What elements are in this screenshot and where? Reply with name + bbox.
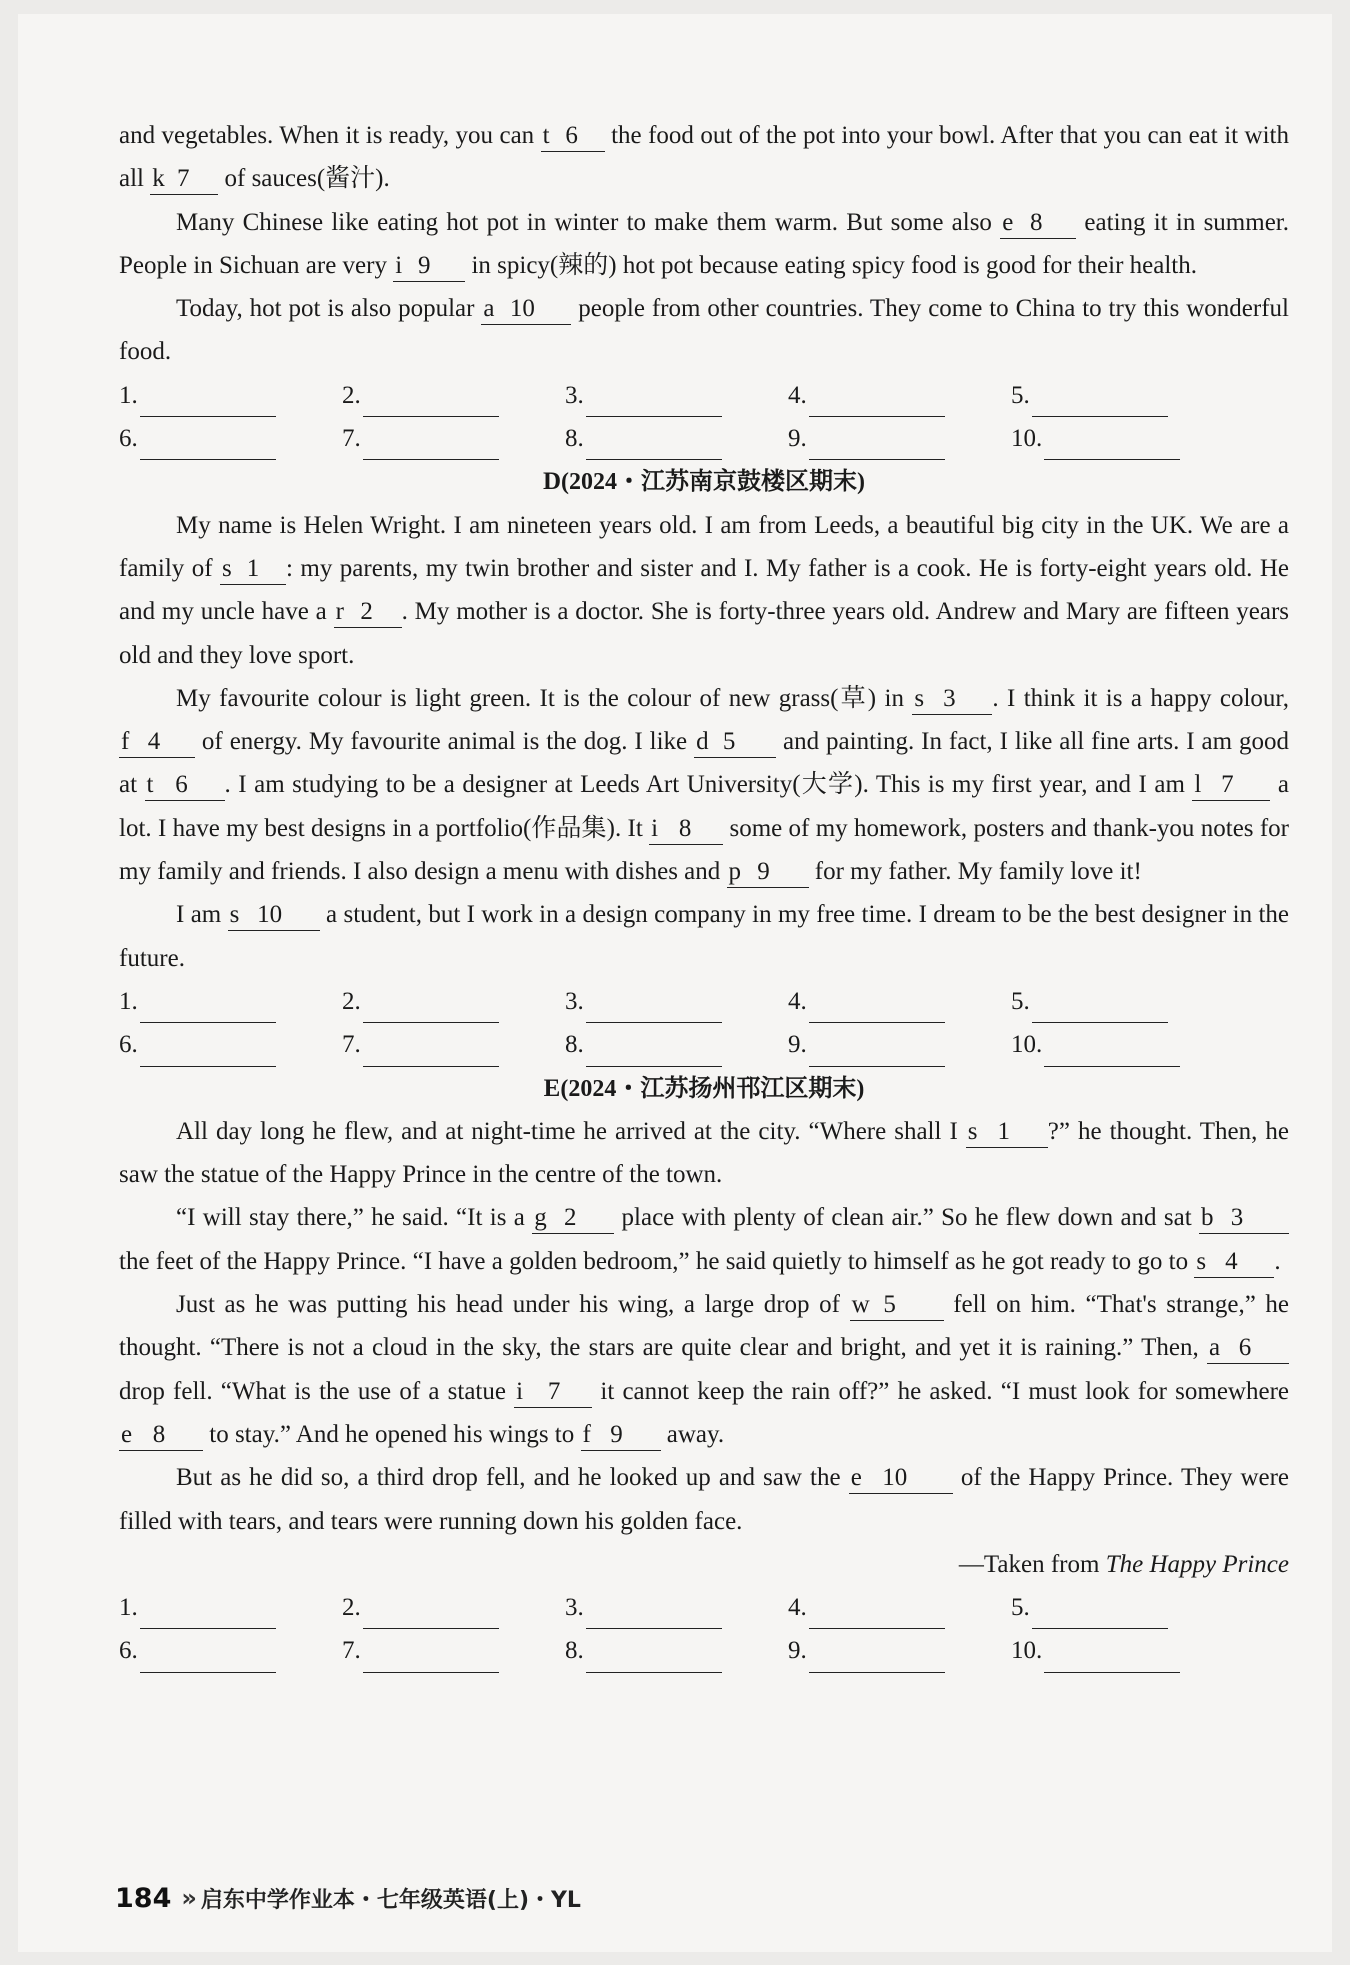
chevron-right-icon: »: [181, 1884, 191, 1912]
answer-cell[interactable]: 3.: [565, 1586, 788, 1629]
blank-d10[interactable]: s 10: [228, 900, 320, 931]
answer-row: [119, 1023, 1289, 1066]
answer-cell[interactable]: 8.: [565, 1023, 788, 1066]
answer-cell[interactable]: 8.: [565, 417, 788, 460]
blank-c10[interactable]: a 10: [481, 294, 571, 325]
d-paragraph-3: I am s 10 a student, but I work in a design company in my free time. I dream to be the best designer in the future.: [119, 901, 1289, 972]
answer-cell[interactable]: 1.: [119, 980, 342, 1023]
answer-cell[interactable]: 4.: [788, 1586, 1011, 1629]
e-paragraph-2: “I will stay there,” he said. “It is a g 2 place with plenty of clean air.” So he flew down and sat b 3 the feet of the Happy Prince. “I have a golden bedroom,” he said quietly to himself as he got ready to go to s 4 .: [119, 1196, 1289, 1283]
answer-grid-c: [119, 374, 1289, 461]
blank-e10[interactable]: e 10: [849, 1463, 953, 1494]
answer-row: [119, 417, 1289, 460]
answer-cell[interactable]: 5.: [1011, 980, 1234, 1023]
blank-d3[interactable]: s 3: [912, 684, 992, 715]
blank-d7[interactable]: l 7: [1192, 770, 1270, 801]
answer-cell[interactable]: 10.: [1011, 417, 1234, 460]
blank-d5[interactable]: d 5: [694, 727, 776, 758]
blank-c7[interactable]: k 7: [150, 164, 218, 195]
blank-e7[interactable]: i 7: [514, 1377, 592, 1408]
blank-e6[interactable]: a 6: [1207, 1333, 1289, 1364]
answer-cell[interactable]: 2.: [342, 374, 565, 417]
answer-grid-e: [119, 1586, 1289, 1673]
answer-cell[interactable]: 6.: [119, 1023, 342, 1066]
blank-d8[interactable]: i 8: [649, 814, 723, 845]
credit-title: The Happy Prince: [1105, 1550, 1289, 1578]
answer-row: [119, 374, 1289, 417]
blank-d4[interactable]: f 4: [119, 727, 195, 758]
answer-cell[interactable]: 1.: [119, 374, 342, 417]
answer-cell[interactable]: 4.: [788, 374, 1011, 417]
blank-d9[interactable]: p 9: [727, 857, 809, 888]
answer-cell[interactable]: 6.: [119, 1629, 342, 1672]
answer-cell[interactable]: 4.: [788, 980, 1011, 1023]
blank-e2[interactable]: g 2: [532, 1203, 614, 1234]
answer-cell[interactable]: 9.: [788, 417, 1011, 460]
book-title: 启东中学作业本・七年级英语(上)・YL: [200, 1887, 581, 1913]
section-d-heading: D(2024・江苏南京鼓楼区期末): [542, 468, 866, 496]
answer-cell[interactable]: 9.: [788, 1629, 1011, 1672]
answer-cell[interactable]: 5.: [1011, 1586, 1234, 1629]
answer-cell[interactable]: 6.: [119, 417, 342, 460]
answer-row: [119, 1629, 1289, 1672]
blank-d2[interactable]: r 2: [334, 597, 402, 628]
blank-e9[interactable]: f 9: [581, 1420, 661, 1451]
source-credit: —Taken from The Happy Prince: [958, 1550, 1289, 1578]
answer-cell[interactable]: 10.: [1011, 1629, 1234, 1672]
page: [18, 14, 1332, 1952]
blank-c8[interactable]: e 8: [1000, 208, 1076, 239]
blank-d1[interactable]: s 1: [220, 554, 286, 585]
answer-cell[interactable]: 1.: [119, 1586, 342, 1629]
d-paragraph-1: My name is Helen Wright. I am nineteen years old. I am from Leeds, a beautiful big city in the UK. We are a family of s 1 : my parents, my twin brother and sister and I. My father is a cook. He is forty-eight years old. He and my uncle have a r 2 . My mother is a doctor. She is forty-three years old. Andrew and Mary are fifteen years old and they love sport.: [119, 511, 1290, 669]
content: [119, 114, 1289, 1673]
answer-cell[interactable]: 2.: [342, 1586, 565, 1629]
answer-cell[interactable]: 9.: [788, 1023, 1011, 1066]
c-paragraph-3: Today, hot pot is also popular a 10 people from other countries. They come to China to try this wonderful food.: [119, 295, 1289, 366]
e-paragraph-3: Just as he was putting his head under his wing, a large drop of w 5 fell on him. “That's strange,” he thought. “There is not a cloud in the sky, the stars are quite clear and bright, and yet it is raining.” Then, a 6 drop fell. “What is the use of a statue i 7 it cannot keep the rain off?” he asked. “I must look for somewhere e 8 to stay.” And he opened his wings to f 9 away.: [119, 1283, 1289, 1456]
d-paragraph-2: My favourite colour is light green. It is the colour of new grass(草) in s 3 . I think it is a happy colour, f 4 of energy. My favourite animal is the dog. I like d 5 and painting. In fact, I like all fine arts. I am good at t 6 . I am studying to be a designer at Leeds Art University(大学). This is my first year, and I am l 7 a lot. I have my best designs in a portfolio(作品集). It i 8 some of my homework, posters and thank-you notes for my family and friends. I also design a menu with dishes and p 9 for my father. My family love it!: [119, 677, 1289, 893]
answer-cell[interactable]: 2.: [342, 980, 565, 1023]
blank-d6[interactable]: t 6: [145, 770, 225, 801]
answer-cell[interactable]: 8.: [565, 1629, 788, 1672]
answer-cell[interactable]: 3.: [565, 980, 788, 1023]
answer-cell[interactable]: 3.: [565, 374, 788, 417]
blank-c6[interactable]: t 6: [541, 121, 605, 152]
page-footer: [115, 1878, 581, 1918]
blank-e8[interactable]: e 8: [119, 1420, 203, 1451]
c-paragraph-2: Many Chinese like eating hot pot in winter to make them warm. But some also e 8 eating it in summer. People in Sichuan are very i 9 in spicy(辣的) hot pot because eating spicy food is good for their health.: [119, 201, 1289, 288]
answer-cell[interactable]: 7.: [342, 1023, 565, 1066]
blank-e1[interactable]: s 1: [966, 1117, 1048, 1148]
answer-cell[interactable]: 7.: [342, 417, 565, 460]
blank-e5[interactable]: w 5: [850, 1290, 944, 1321]
e-paragraph-1: All day long he flew, and at night-time he arrived at the city. “Where shall I s 1 ?” he thought. Then, he saw the statue of the Happy Prince in the centre of the town.: [119, 1117, 1289, 1189]
section-e-heading: E(2024・江苏扬州邗江区期末): [543, 1074, 865, 1102]
answer-grid-d: [119, 980, 1289, 1067]
page-number: 184: [115, 1882, 172, 1914]
answer-row: [119, 1586, 1289, 1629]
blank-e4[interactable]: s 4: [1194, 1247, 1274, 1278]
answer-cell[interactable]: 7.: [342, 1629, 565, 1672]
c-paragraph-1: and vegetables. When it is ready, you can t 6 the food out of the pot into your bowl. After that you can eat it with all k 7 of sauces(酱汁).: [119, 114, 1289, 201]
answer-cell[interactable]: 5.: [1011, 374, 1234, 417]
blank-e3[interactable]: b 3: [1199, 1203, 1289, 1234]
blank-c9[interactable]: i 9: [393, 251, 465, 282]
answer-row: [119, 980, 1289, 1023]
e-paragraph-4: But as he did so, a third drop fell, and he looked up and saw the e 10 of the Happy Prince. They were filled with tears, and tears were running down his golden face.: [119, 1464, 1290, 1535]
answer-cell[interactable]: 10.: [1011, 1023, 1234, 1066]
